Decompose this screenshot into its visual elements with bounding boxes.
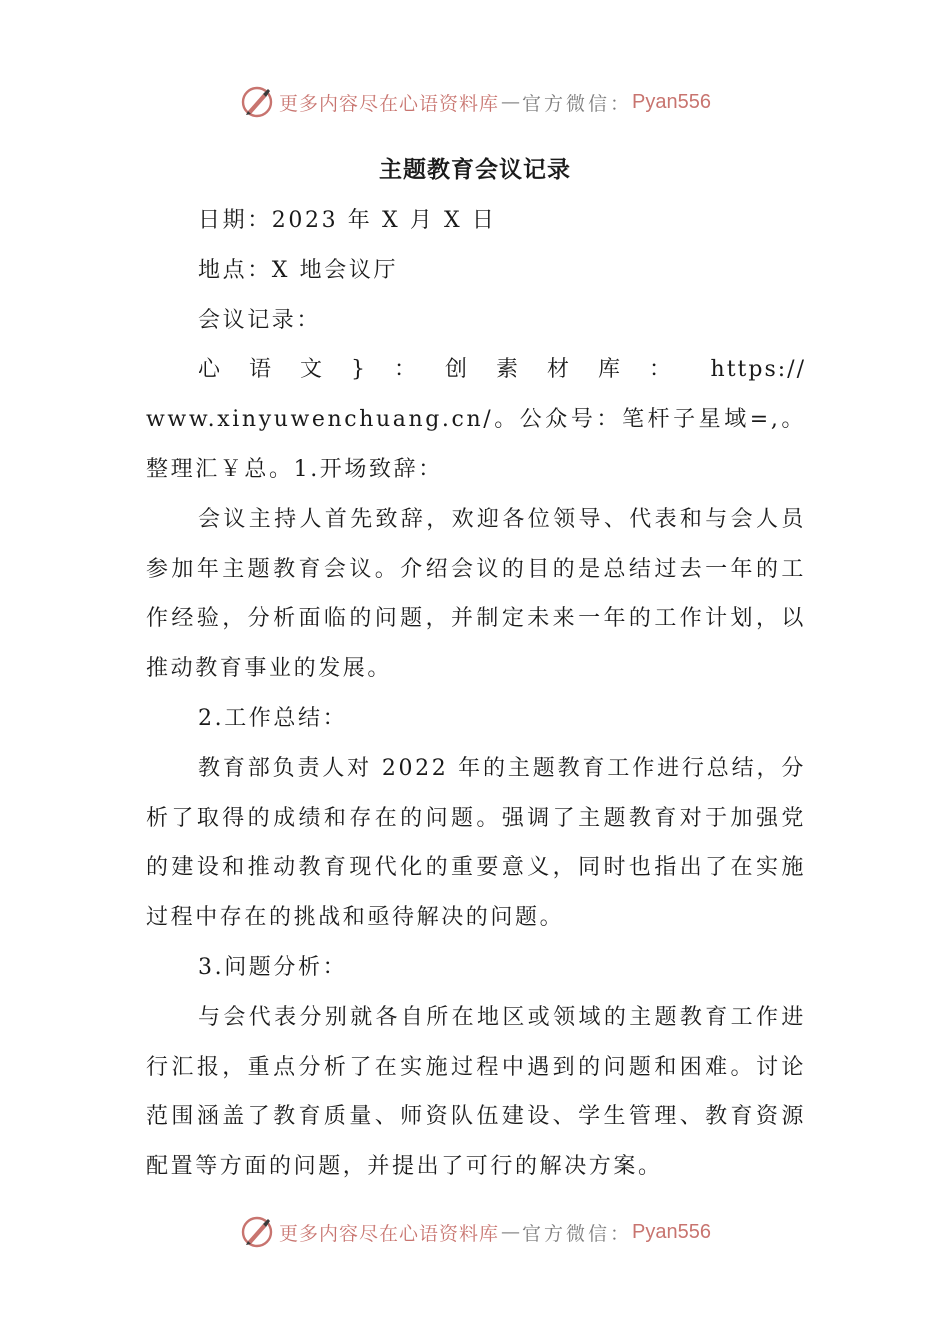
source-url-start: https:// [710,357,806,383]
heading-work-summary: 2.工作总结： [198,705,348,731]
banner-dash: — [501,91,521,113]
source-continuation: www.xinyuwenchuang.cn/。公众号：笔杆子星域=,。整理汇￥总。1.开场致辞： [146,407,806,482]
document-title: 主题教育会议记录 [379,156,571,183]
banner-dash: — [501,1221,521,1243]
document-body [146,196,806,1192]
footer-banner [0,1210,950,1254]
record-label: 会议记录： [198,307,322,333]
heading-problem-analysis: 3.问题分析： [198,954,348,980]
source-text: 心语文}：创素材库： [198,357,700,383]
banner-slogan: 更多内容尽在心语资料库 [279,92,500,115]
location-line: 地点：X 地会议厅 [198,257,399,283]
paragraph-summary: 教育部负责人对 2022 年的主题教育工作进行总结，分析了取得的成绩和存在的问题。强调了主题教育对于加强党的建设和推动教育现代化的重要意义，同时也指出了在实施过程中存在的挑战和亟待解决的问题。 [146,755,806,931]
banner-wechat-label: 官方微信： [522,1222,633,1245]
paragraph-analysis: 与会代表分别就各自所在地区或领域的主题教育工作进行汇报，重点分析了在实施过程中遇到的问题和困难。讨论范围涵盖了教育质量、师资队伍建设、学生管理、教育资源配置等方面的问题，并提出了可行的解决方案。 [146,1004,806,1180]
source-line [146,345,806,395]
date-line: 日期：2023 年 X 月 X 日 [198,208,497,233]
pen-logo-icon [239,84,275,120]
banner-wechat-label: 官方微信： [522,92,633,115]
banner-wechat-id: Pyan556 [632,1220,711,1243]
pen-logo-icon [239,1214,275,1250]
header-banner [0,80,950,124]
paragraph-opening: 会议主持人首先致辞，欢迎各位领导、代表和与会人员参加年主题教育会议。介绍会议的目的是总结过去一年的工作经验，分析面临的问题，并制定未来一年的工作计划，以推动教育事业的发展。 [146,506,806,682]
banner-wechat-id: Pyan556 [632,90,711,113]
banner-slogan: 更多内容尽在心语资料库 [279,1222,500,1245]
